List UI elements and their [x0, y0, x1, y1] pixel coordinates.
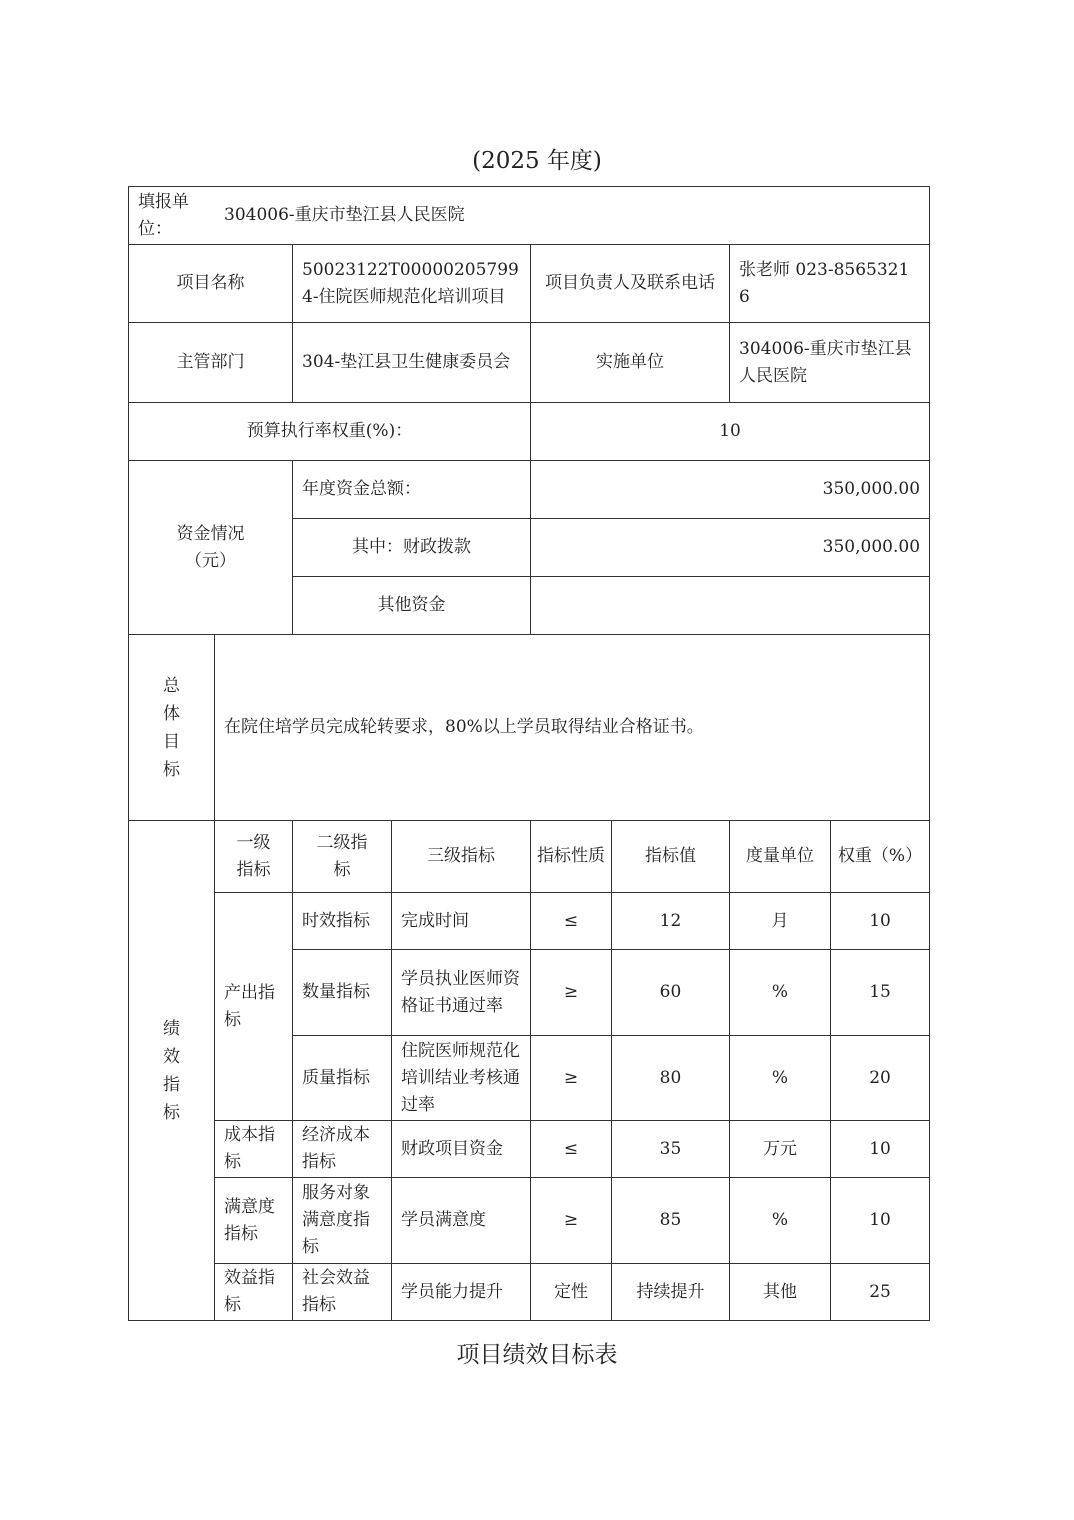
- funds-label: 资金情况（元）: [129, 461, 293, 635]
- funds-fiscal-value: 350,000.00: [531, 519, 930, 577]
- table-row: [129, 1121, 930, 1178]
- project-name-value: 50023122T000002057994-住院医师规范化培训项目: [293, 245, 531, 323]
- indicators-label: [129, 821, 215, 1321]
- header-value: 指标值: [612, 821, 730, 893]
- level3-cell: 学员执业医师资格证书通过率: [392, 950, 531, 1036]
- document-title: 项目绩效目标表: [456, 1342, 618, 1368]
- indicators-label-char: 指: [163, 1074, 180, 1095]
- project-row: [129, 245, 930, 323]
- unit-value: 304006-重庆市垫江县人民医院: [224, 205, 465, 225]
- funds-total-label: 年度资金总额：: [293, 461, 531, 519]
- dept-row: [129, 323, 930, 403]
- nature-cell: ≥: [531, 1036, 612, 1121]
- unit-cell: %: [730, 1036, 831, 1121]
- level3-cell: 学员满意度: [392, 1178, 531, 1264]
- level2-cell: 服务对象满意度指标: [293, 1178, 392, 1264]
- table-row: [129, 1264, 930, 1321]
- value-cell: 80: [612, 1036, 730, 1121]
- weight-cell: 10: [831, 1178, 930, 1264]
- goal-text: 在院住培学员完成轮转要求，80%以上学员取得结业合格证书。: [215, 635, 930, 821]
- performance-goal-table: [128, 186, 930, 1321]
- goal-label-char: 体: [163, 703, 180, 724]
- level2-cell: 经济成本指标: [293, 1121, 392, 1178]
- table-row: [129, 893, 930, 950]
- value-cell: 60: [612, 950, 730, 1036]
- project-name-label: 项目名称: [129, 245, 293, 323]
- value-cell: 85: [612, 1178, 730, 1264]
- nature-cell: ≥: [531, 950, 612, 1036]
- weight-cell: 20: [831, 1036, 930, 1121]
- header-unit: 度量单位: [730, 821, 831, 893]
- impl-value: 304006-重庆市垫江县人民医院: [730, 323, 930, 403]
- year-label: (2025 年度): [472, 148, 602, 174]
- budget-weight-label: 预算执行率权重(%)：: [129, 403, 531, 461]
- contact-value: 张老师 023-85653216: [730, 245, 930, 323]
- unit-label: 填报单位：: [138, 191, 189, 239]
- nature-cell: 定性: [531, 1264, 612, 1321]
- header-level1: 一级指标: [215, 821, 293, 893]
- unit-cell: 其他: [730, 1264, 831, 1321]
- level3-cell: 住院医师规范化培训结业考核通过率: [392, 1036, 531, 1121]
- impl-label: 实施单位: [531, 323, 730, 403]
- value-cell: 35: [612, 1121, 730, 1178]
- budget-weight-value: 10: [531, 403, 930, 461]
- level1-cell: 成本指标: [215, 1121, 293, 1178]
- unit-cell: 万元: [730, 1121, 831, 1178]
- goal-row: [129, 635, 930, 821]
- funds-fiscal-label: 其中：财政拨款: [293, 519, 531, 577]
- funds-total-value: 350,000.00: [531, 461, 930, 519]
- header-level2: 二级指标: [293, 821, 392, 893]
- goal-label-char: 总: [163, 675, 180, 696]
- funds-other-label: 其他资金: [293, 577, 531, 635]
- nature-cell: ≤: [531, 1121, 612, 1178]
- level2-cell: 时效指标: [293, 893, 392, 950]
- level2-cell: 质量指标: [293, 1036, 392, 1121]
- unit-cell: 月: [730, 893, 831, 950]
- funds-other-value: [531, 577, 930, 635]
- value-cell: 12: [612, 893, 730, 950]
- dept-label: 主管部门: [129, 323, 293, 403]
- level1-cell: 满意度指标: [215, 1178, 293, 1264]
- contact-label: 项目负责人及联系电话: [531, 245, 730, 323]
- level2-cell: 社会效益指标: [293, 1264, 392, 1321]
- unit-cell: %: [730, 950, 831, 1036]
- weight-cell: 25: [831, 1264, 930, 1321]
- dept-value: 304-垫江县卫生健康委员会: [293, 323, 531, 403]
- level1-cell: 效益指标: [215, 1264, 293, 1321]
- unit-row: [129, 187, 930, 245]
- indicators-label-char: 绩: [163, 1018, 180, 1039]
- indicator-header-row: [129, 821, 930, 893]
- level2-cell: 数量指标: [293, 950, 392, 1036]
- table-row: [129, 1178, 930, 1264]
- indicators-label-char: 效: [163, 1046, 180, 1067]
- nature-cell: ≥: [531, 1178, 612, 1264]
- level3-cell: 财政项目资金: [392, 1121, 531, 1178]
- weight-cell: 10: [831, 893, 930, 950]
- level1-cell: 产出指标: [215, 893, 293, 1121]
- goal-label: [129, 635, 215, 821]
- weight-cell: 15: [831, 950, 930, 1036]
- budget-weight-row: [129, 403, 930, 461]
- nature-cell: ≤: [531, 893, 612, 950]
- indicators-label-char: 标: [163, 1102, 180, 1123]
- funds-total-row: [129, 461, 930, 519]
- header-level3: 三级指标: [392, 821, 531, 893]
- weight-cell: 10: [831, 1121, 930, 1178]
- goal-label-char: 目: [163, 731, 180, 752]
- goal-label-char: 标: [163, 759, 180, 780]
- unit-cell: %: [730, 1178, 831, 1264]
- level3-cell: 完成时间: [392, 893, 531, 950]
- level3-cell: 学员能力提升: [392, 1264, 531, 1321]
- header-nature: 指标性质: [531, 821, 612, 893]
- header-weight: 权重（%）: [831, 821, 930, 893]
- value-cell: 持续提升: [612, 1264, 730, 1321]
